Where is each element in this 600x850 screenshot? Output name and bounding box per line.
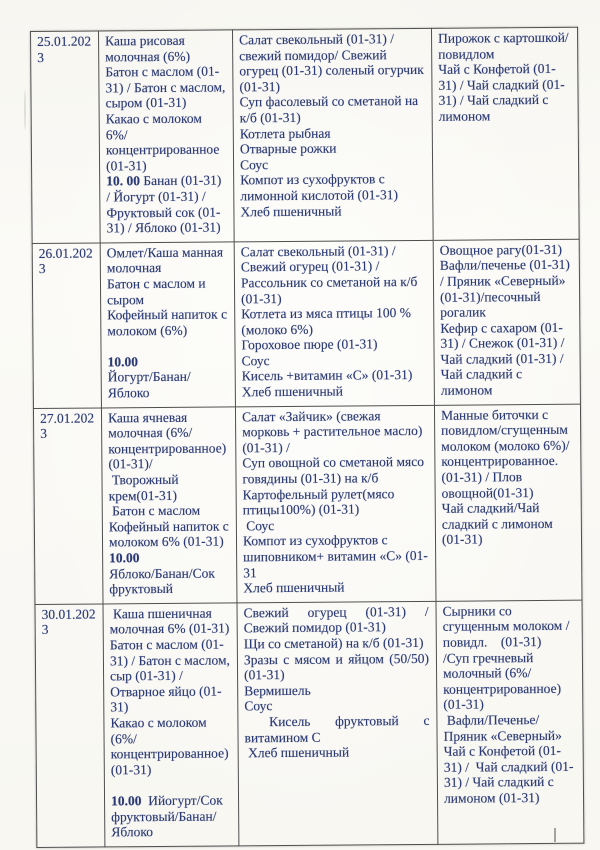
lunch-cell [232, 28, 433, 241]
lunch-cell [234, 240, 434, 406]
snack-item: Кефир с сахаром (01-31) / Снежок (01-31) / Чай сладкий (01-31) / Чай сладкий с лимоном [440, 319, 568, 398]
lunch-item: Рассольник со сметаной на к/б (01-31) [240, 273, 421, 306]
breakfast-cell [101, 407, 237, 604]
lunch-item: Салат «Зайчик» (свежая морковь + растительное масло) (01-31) / [241, 407, 426, 456]
lunch-item: Хлеб пшеничный [240, 203, 342, 219]
snack-cell [433, 239, 580, 405]
breakfast-cell [99, 30, 235, 243]
scan-smudge [24, 90, 26, 130]
lunch-item: Котлета рыбная [239, 125, 331, 141]
breakfast-item: Яблоко/Банан/Сок фруктовый [109, 565, 219, 597]
lunch-item: Кисель фруктовый с витамином С [244, 712, 433, 745]
breakfast-item: Творожный крем(01-31) [108, 471, 182, 504]
lunch-item: Свежий огурец (01-31) / Свежий помидор (01-31) [243, 603, 433, 636]
breakfast-item: Йогурт/Банан/Яблоко [107, 369, 191, 401]
lunch-item: Котлета из мяса птицы 100 % (молоко 6%) [241, 305, 415, 338]
lunch-item: Вермишель [244, 682, 311, 699]
breakfast-item [111, 777, 231, 794]
snack-item: Вафли/печенье (01-31) / Пряник «Северный» (01-31)/песочный рогалик [439, 257, 574, 320]
lunch-cell [237, 601, 438, 845]
breakfast-item: 10.00 [109, 550, 140, 566]
scan-area [30, 27, 583, 848]
breakfast-item: Каша рисовая молочная (6%) [105, 32, 191, 65]
scan-artifact [554, 828, 556, 842]
snack-item: Пирожок с картошкой/повидлом [438, 29, 569, 62]
lunch-item: Соус [244, 698, 273, 714]
lunch-item: Салат свекольный (01-31) / Свежий огурец (01-31) / [240, 242, 400, 275]
breakfast-item: 10.00 [107, 354, 139, 370]
lunch-item: Хлеб пшеничный [243, 579, 345, 596]
snack-cell [434, 404, 582, 601]
breakfast-item: Батон с маслом и сыром [106, 275, 210, 307]
date-cell: 27.01.2023 [33, 408, 103, 605]
breakfast-item: Каша ячневая молочная (6%/концентрированное)(01-31)/ [107, 409, 227, 472]
breakfast-item: Отварное яйцо (01-31) [110, 683, 222, 715]
breakfast-item: Какао с молоком (6%/концентрированное) (01-31) [110, 714, 232, 778]
breakfast-item: Омлет/Каша манная молочная [106, 244, 227, 276]
breakfast-item: Батон с маслом (01-31) / Батон с маслом, сыром (01-31) [105, 63, 229, 111]
breakfast-item: Кофейный напиток с молоком 6% (01-31) [108, 518, 233, 550]
lunch-item: Отварные рожки [239, 140, 337, 157]
lunch-item: Хлеб пшеничный [244, 744, 350, 761]
lunch-item: Хлеб пшеничный [241, 383, 343, 400]
date-cell: 30.01.2023 [35, 604, 105, 847]
snack-item: Манные биточки с повидлом/сгущенным молоком (молоко 6%)/ концентрированное. (01-31) / Плов овощной(01-31) [440, 406, 573, 501]
snack-item: /Суп гречневый молочный (6%/концентрированное) (01-31) [442, 649, 568, 713]
breakfast-item: 10. 00 Банан (01-31) / Йогурт (01-31) / Фруктовый сок (01-31) / Яблоко (01-31) [106, 172, 225, 236]
breakfast-item: Батон с маслом [108, 502, 201, 519]
menu-table-body [31, 27, 584, 847]
lunch-item: Соус [239, 156, 269, 173]
menu-row-30-01-2023 [35, 600, 584, 847]
lunch-item: Компот из сухофруктов с шиповником+ витамин «С» (01-31 [242, 532, 428, 580]
snack-item: Чай с Конфетой (01-31) / Чай сладкий (01-31) / Чай сладкий с лимоном (01-31) [443, 742, 574, 806]
date-cell: 25.01.2023 [31, 31, 101, 243]
menu-row-25-01-2023 [31, 27, 580, 243]
menu-row-27-01-2023 [33, 404, 582, 604]
lunch-item: Суп овощной со сметаной мясо говядины (01-31) на к/б [242, 454, 428, 487]
menu-table [30, 27, 584, 848]
lunch-cell [235, 405, 436, 603]
breakfast-item [107, 338, 227, 355]
snack-cell [431, 27, 579, 240]
breakfast-item: Кофейный напиток с молоком (6%) [107, 306, 231, 339]
lunch-item: Картофельный рулет(мясо птицы100%) (01-31) [242, 485, 398, 518]
breakfast-cell [100, 242, 235, 408]
lunch-item: Зразы с мясом и яйцом (50/50) (01-31) [243, 650, 433, 683]
snack-item: Овощное рагу(01-31) [439, 241, 562, 258]
menu-row-26-01-2023 [32, 239, 580, 408]
snack-cell [436, 600, 584, 844]
snack-item: Чай сладкий/Чай сладкий с лимоном (01-31) [441, 500, 557, 548]
lunch-item: Гороховое пюре (01-31) [241, 336, 378, 353]
lunch-item: Компот из сухофруктов с лимонной кислотой (01-31) [240, 171, 399, 204]
snack-item: Чай с Конфетой (01-31) / Чай сладкий (01-31) / Чай сладкий с лимоном [438, 61, 565, 124]
breakfast-item: Какао с молоком 6%/концентрированное (01-31) [105, 110, 223, 174]
snack-item: Пряник «Северный» [443, 727, 562, 744]
date-cell: 26.01.2023 [32, 243, 101, 408]
lunch-item: Соус [242, 517, 275, 534]
snack-item: Вафли/Печенье/ [443, 711, 540, 728]
breakfast-item: Батон с маслом (01-31) / Батон с маслом, сыр (01-31) / [109, 636, 234, 684]
lunch-item: Кисель +витамин «С» (01-31) [241, 367, 413, 384]
lunch-item: Суп фасолевый со сметаной на к/б (01-31) [239, 93, 422, 126]
breakfast-item: 10.00 Ийогурт/Сок фруктовый/Банан/Яблоко [110, 792, 227, 840]
snack-item: Сырники со сгущенным молоком /повидл. (01-31) [442, 602, 570, 650]
lunch-item: Салат свекольный (01-31) /свежий помидор/ Свежий огурец (01-31) соленый огурчик (01-31) [239, 31, 428, 95]
breakfast-cell [103, 603, 239, 847]
lunch-item: Щи со сметаной) на к/б (01-31) [243, 634, 424, 652]
lunch-item: Соус [241, 353, 270, 369]
breakfast-item: Каша пшеничная молочная 6% (01-31) [109, 605, 230, 637]
